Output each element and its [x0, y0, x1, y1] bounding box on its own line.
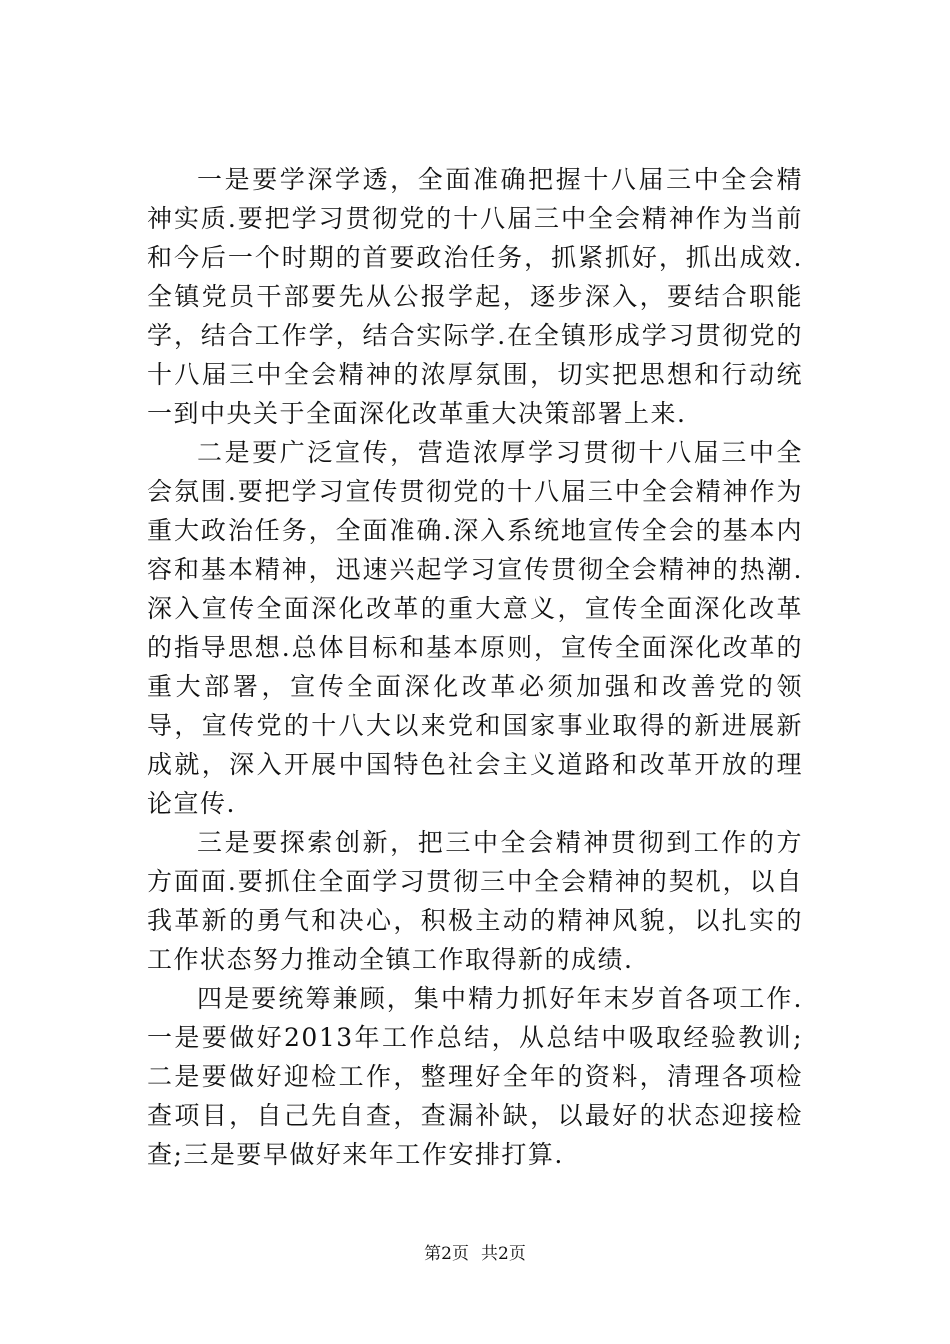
paragraph-4: 四是要统筹兼顾，集中精力抓好年末岁首各项工作.一是要做好2013年工作总结，从总结中吸取经验教训;二是要做好迎检工作，整理好全年的资料，清理各项检查项目，自己先自查，查漏补缺，以最好的状态迎接检查;三是要早做好来年工作安排打算.: [147, 984, 803, 1169]
page-footer: [0, 1242, 950, 1266]
page-total: 共2页: [481, 1244, 526, 1264]
document-body: [147, 160, 803, 1174]
paragraph-3: 三是要探索创新，把三中全会精神贯彻到工作的方方面面.要抓住全面学习贯彻三中全会精神的契机，以自我革新的勇气和决心，积极主动的精神风貌，以扎实的工作状态努力推动全镇工作取得新的成绩.: [147, 828, 803, 974]
page-number: 第2页: [424, 1244, 469, 1264]
paragraph-2: 二是要广泛宣传，营造浓厚学习贯彻十八届三中全会氛围.要把学习宣传贯彻党的十八届三中全会精神作为重大政治任务，全面准确.深入系统地宣传全会的基本内容和基本精神，迅速兴起学习宣传贯彻全会精神的热潮.深入宣传全面深化改革的重大意义，宣传全面深化改革的指导思想.总体目标和基本原则，宣传全面深化改革的重大部署，宣传全面深化改革必须加强和改善党的领导，宣传党的十八大以来党和国家事业取得的新进展新成就，深入开展中国特色社会主义道路和改革开放的理论宣传.: [147, 438, 803, 818]
paragraph-1: 一是要学深学透，全面准确把握十八届三中全会精神实质.要把学习贯彻党的十八届三中全会精神作为当前和今后一个时期的首要政治任务，抓紧抓好，抓出成效.全镇党员干部要先从公报学起，逐步深入，要结合职能学，结合工作学，结合实际学.在全镇形成学习贯彻党的十八届三中全会精神的浓厚氛围，切实把思想和行动统一到中央关于全面深化改革重大决策部署上来.: [147, 165, 803, 428]
